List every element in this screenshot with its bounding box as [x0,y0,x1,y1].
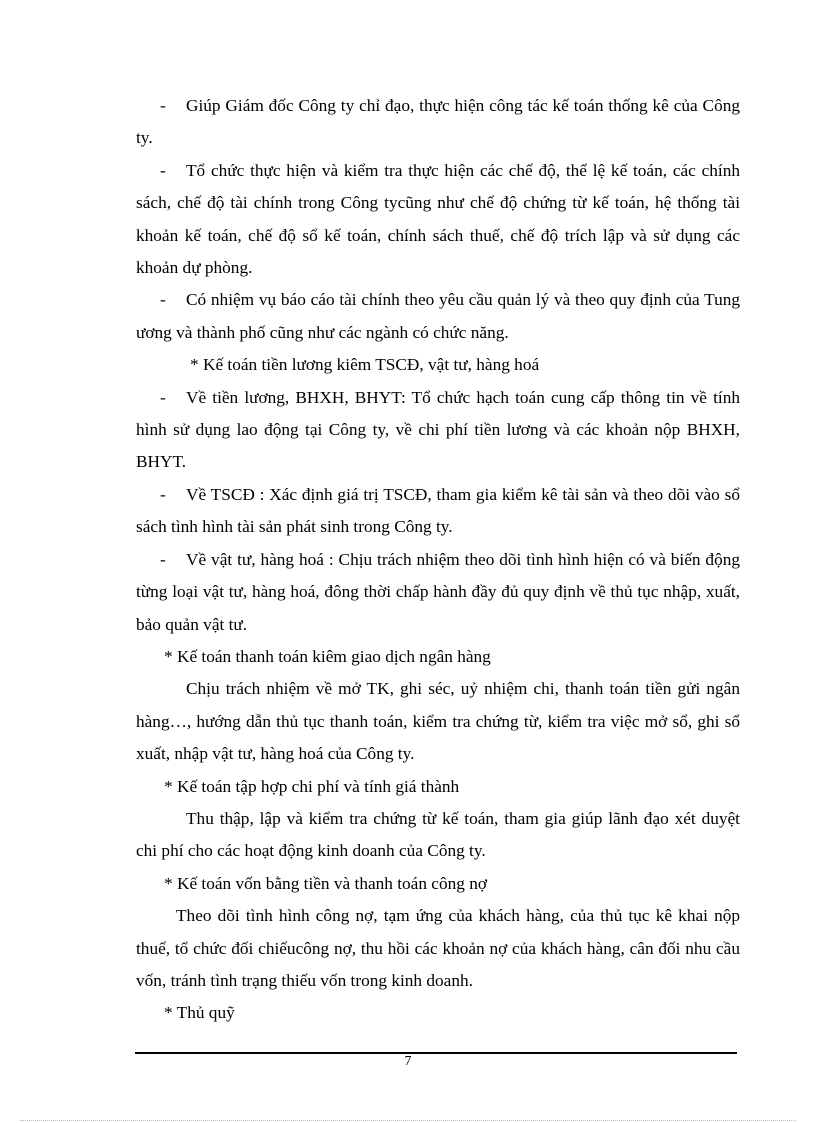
paragraph-cash: Theo dõi tình hình công nợ, tạm ứng của khách hàng, của thủ tục kê khai nộp thuế, tổ chức đối chiếucông nợ, thu hồi các khoản nợ của khách hàng, cân đối nhu cầu vốn, tránh tình trạng thiếu vốn trong kinh doanh. [136,906,740,990]
page-number: 7 [404,1054,412,1069]
section-heading-costing: * Kế toán tập hợp chi phí và tính giá thành [164,776,460,796]
document-body [136,90,740,1030]
paragraph-bullet-1: - Giúp Giám đốc Công ty chỉ đạo, thực hiện công tác kế toán thống kê của Công ty. [136,90,740,155]
paragraph-bullet-3: - Có nhiệm vụ báo cáo tài chính theo yêu cầu quản lý và theo quy định của Tung ương và thành phố cũng như các ngành có chức năng. [136,284,740,349]
bullet-dash: - [160,387,166,407]
section-heading-cash: * Kế toán vốn bằng tiền và thanh toán công nợ [164,873,488,893]
paragraph-payment: Chịu trách nhiệm về mở TK, ghi séc, uỷ nhiệm chi, thanh toán tiền gửi ngân hàng…, hướng dẫn thủ tục thanh toán, kiểm tra chứng từ, kiểm tra việc mở sổ, ghi sổ xuất, nhập vật tư, hàng hoá của Công ty. [136,679,740,764]
paragraph-bullet-2: - Tổ chức thực hiện và kiểm tra thực hiện các chế độ, thể lệ kế toán, các chính sách, chế độ tài chính trong Công tycũng như chế độ chứng từ kế toán, hệ thống tài khoản kế toán, chế độ sổ kế toán, chính sách thuế, chế độ trích lập và sử dụng các khoản dự phòng. [136,155,740,285]
page-boundary [20,1120,796,1121]
section-heading-cashier: * Thủ quỹ [164,1003,235,1023]
paragraph-costing: Thu thập, lập và kiểm tra chứng từ kế toán, tham gia giúp lãnh đạo xét duyệt chi phí cho các hoạt động kinh doanh của Công ty. [136,808,740,861]
paragraph-bullet-5: - Về TSCĐ : Xác định giá trị TSCĐ, tham gia kiểm kê tài sản và theo dõi vào sổ sách tình hình tài sản phát sinh trong Công ty. [136,479,740,544]
paragraph-bullet-4: - Về tiền lương, BHXH, BHYT: Tổ chức hạch toán cung cấp thông tin về tính hình sử dụng lao động tại Công ty, về chi phí tiền lương và các khoản nộp BHXH, BHYT. [136,382,740,479]
paragraph-bullet-6: - Về vật tư, hàng hoá : Chịu trách nhiệm theo dõi tình hình hiện có và biến động từng loại vật tư, hàng hoá, đông thời chấp hành đầy đủ quy định về thủ tục nhập, xuất, bảo quản vật tư. [136,544,740,641]
section-heading-payroll: * Kế toán tiền lương kiêm TSCĐ, vật tư, hàng hoá [190,355,540,375]
section-heading-payment: * Kế toán thanh toán kiêm giao dịch ngân hàng [164,646,491,666]
bullet-dash: - [160,290,166,310]
bullet-dash: - [160,484,166,504]
bullet-dash: - [160,160,166,180]
bullet-dash: - [160,549,166,569]
bullet-dash: - [160,96,166,115]
